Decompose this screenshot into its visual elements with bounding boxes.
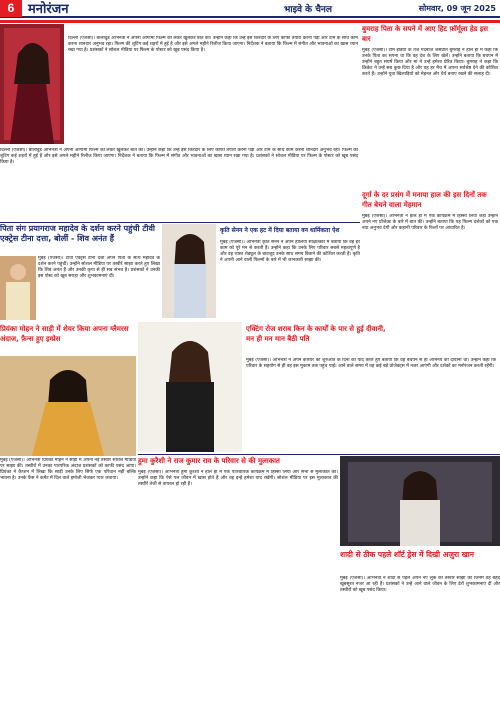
story3-title: पिता संग प्रयागराज महादेव के दर्शन करने पहुंची टीवी एक्ट्रेस टीना दत्ता, बोलीं - शिव अनंत हैं [0, 224, 155, 243]
brand-name: भाइवे के चैनल [283, 4, 333, 15]
page-number: 6 [0, 0, 22, 17]
header-rule [0, 20, 500, 23]
story5-title: प्रियंका मोहन ने साड़ी में शेयर किया अपना ग्लैमरस अंदाज, फ़ैन्स हुए इम्प्रेस [0, 325, 129, 343]
story3-body: मुंबई (एजेंसी)। टीवी एक्ट्रेस टीना दत्ता अपने पिता के साथ महादेव के दर्शन करने पहुंचीं। उन्होंने सोशल मीडिया पर तस्वीरें साझा करते हुए लिखा कि शिव अनंत हैं और उनकी कृपा से ही सब संभव है। प्रशंसकों ने उनकी इस पोस्ट को खूब सराहा और शुभकामनाएं दीं। [38, 256, 160, 279]
story5-body: मुंबई (एजेंसी)। अभिनेत्री प्रियंका मोहन ने साड़ी में अपनी नई तस्वीरें सोशल मीडिया पर साझा कीं। तस्वीरों में उनका पारंपरिक अंदाज प्रशंसकों को काफी पसंद आया। प्रियंका ने कैप्शन में लिखा कि साड़ी उनके लिए सिर्फ एक परिधान नहीं बल्कि भावना है। उनके फैंस ने कमेंट में दिल वाले इमोजी भेजकर प्यार जताया। [0, 458, 136, 481]
story4-title: कृति सेनन ने एक हट में दिया बताया वन धार्मिकता ऐश [220, 227, 340, 234]
priyanka-photo [0, 356, 136, 456]
story2-body: मुंबई (एजेंसी)। अभिनेत्री ने हाल ही में एक कार्यक्रम में हिस्सा लिया जहां उन्होंने अपने नए प्रोजेक्ट के बारे में बात की। उन्होंने बताया कि यह फिल्म दर्शकों को एक नया अनुभव देगी और कहानी परिवार के रिश्तों पर आधारित है। [362, 214, 498, 231]
story2-title: दूर्गा के दर प्रसंग में मनाया हाल की इस दिनों तक गीत बेचने वाला मेहमान [362, 191, 487, 209]
actress-photo-top [0, 24, 64, 144]
story7-title: हुमा कुरैशी ने राज कुमार राव के परिवार से की मुलाकात [138, 457, 280, 465]
main-story-body: दिल्ली (एजेंसी)। बॉलीवुड अभिनेत्री ने अपनी आगामी फिल्म को लेकर खुलकर बात की। उन्होंने कहा कि उन्हें इस किरदार के लिए काफी तैयारी करनी पड़ी और टीम के साथ काम करना शानदार अनुभव रहा। फिल्म की शूटिंग कई शहरों में हुई है और इसे अगले महीने रिलीज किया जाएगा। निर्देशक ने बताया कि फिल्म में संगीत और भावनाओं का खास ध्यान रखा गया है। प्रशंसकों ने सोशल मीडिया पर फिल्म के पोस्टर को खूब पसंद किया है। [68, 36, 358, 53]
section-title: मनोरंजन [28, 2, 69, 17]
story8-title: शादी से ठीक पहले शॉर्ट ड्रेस में दिखी अज़ुरा खान [340, 550, 474, 559]
story6-title: एक्टिंग रोज शराब किन के कार्यों के पार से हुई दीवानी, मन ही मन मान बैठी पति [246, 325, 386, 343]
divider [138, 454, 500, 455]
kriti-photo [162, 224, 216, 318]
aaliyah-photo [340, 456, 500, 546]
story6-body: मुंबई (एजेंसी)। अभिनेत्री ने अपने करियर की शुरुआत के दिनों को याद करते हुए बताया कि वह बचपन से ही अभिनय की दीवानी थीं। उन्होंने कहा कि परिवार के सहयोग से ही वह इस मुकाम तक पहुंच पाईं। आने वाले समय में वह कई बड़े प्रोजेक्ट्स में नजर आएंगी और दर्शकों का मनोरंजन करती रहेंगी। [246, 358, 496, 369]
issue-date: सोमवार, 09 जून 2025 [418, 3, 496, 13]
divider [0, 222, 360, 223]
tina-photo [0, 256, 36, 320]
story1-title: बुमराह पिता के सपने में आए हिट फ़ॉर्मूला हेड इस बार [362, 25, 488, 43]
page-header [0, 0, 500, 18]
story4-body: मुंबई (एजेंसी)। अभिनेत्री कृति सेनन ने अपने हालिया साक्षात्कार में बताया कि वह हर काम को पूरे मन से करती हैं। उन्होंने कहा कि उनके लिए परिवार सबसे महत्वपूर्ण है और वह व्यस्त शेड्यूल के बावजूद उनके साथ समय बिताने की कोशिश करती हैं। कृति ने अपनी आने वाली फिल्मों के बारे में भी जानकारी साझा की। [220, 240, 360, 263]
story7-body: मुंबई (एजेंसी)। अभिनेत्री हुमा कुरैशी ने हाल ही में एक पारिवारिक कार्यक्रम में हिस्सा लिया और सभी से मुलाकात की। उन्होंने कहा कि ऐसे पल जीवन में खास होते हैं और वह इन्हें हमेशा याद रखेंगी। सोशल मीडिया पर इस मुलाकात की तस्वीरें तेजी से वायरल हो रही हैं। [138, 470, 338, 487]
story1-body: मुंबई (एजेंसी)। टीम इंडिया के तेज गेंदबाज जसप्रीत बुमराह ने हाल ही में कहा कि उनके पिता का सपना था कि वह देश के लिए खेलें। उन्होंने बताया कि बचपन में उन्होंने बहुत संघर्ष किया और मां ने उन्हें हमेशा प्रेरित किया। बुमराह ने कहा कि क्रिकेट ने उन्हें सब कुछ दिया है और वह हर मैच में अपना सर्वश्रेष्ठ देने की कोशिश करते हैं। उन्होंने युवा खिलाड़ियों को मेहनत और धैर्य बनाए रखने की सलाह दी। [362, 48, 498, 77]
rakul-photo [138, 322, 242, 452]
main-story-body-cont: दिल्ली (एजेंसी)। बॉलीवुड अभिनेत्री ने अपनी आगामी फिल्म को लेकर खुलकर बात की। उन्होंने कहा कि उन्हें इस किरदार के लिए काफी तैयारी करनी पड़ी और टीम के साथ काम करना शानदार अनुभव रहा। फिल्म की शूटिंग कई शहरों में हुई है और इसे अगले महीने रिलीज किया जाएगा। निर्देशक ने बताया कि फिल्म में संगीत और भावनाओं का खास ध्यान रखा गया है। प्रशंसकों ने सोशल मीडिया पर फिल्म के पोस्टर को खूब पसंद किया है। [0, 148, 358, 165]
story8-body: मुंबई (एजेंसी)। अभिनेत्री ने शादी से पहले अपने नए लुक की तस्वीरें साझा कीं जिनमें वह बेहद खूबसूरत नजर आ रही हैं। प्रशंसकों ने उन्हें आने वाले जीवन के लिए ढेरों शुभकामनाएं दीं और तस्वीरों को खूब पसंद किया। [340, 576, 500, 593]
